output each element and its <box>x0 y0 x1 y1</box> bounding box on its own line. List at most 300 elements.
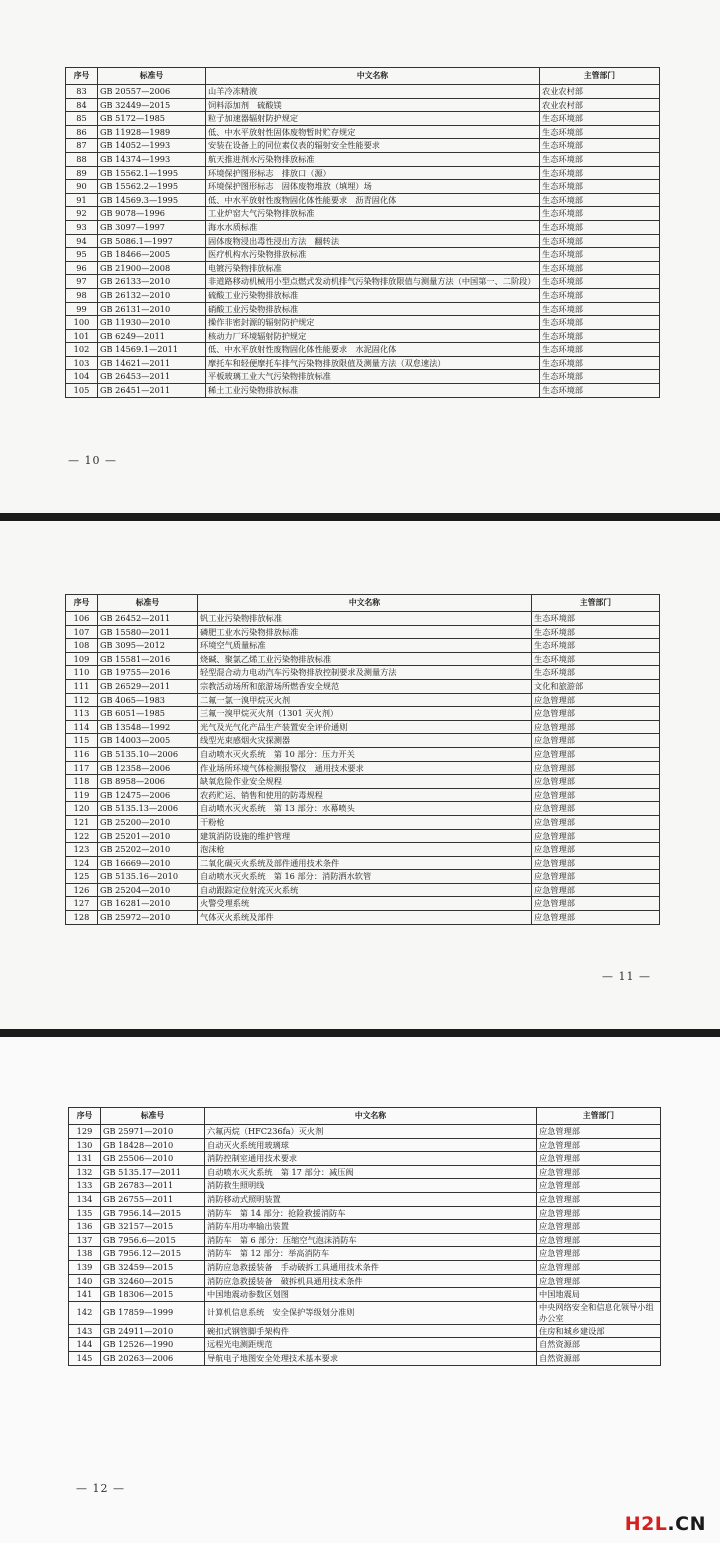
row-number: 143 <box>69 1324 101 1338</box>
chinese-name: 工业炉窑大气污染物排放标准 <box>206 207 540 221</box>
department: 应急管理部 <box>532 815 660 829</box>
chinese-name: 硫酸工业污染物排放标准 <box>206 288 540 302</box>
table-row <box>66 288 660 302</box>
chinese-name: 宗教活动场所和旅游场所燃香安全规范 <box>198 679 532 693</box>
standard-number: GB 18466—2005 <box>98 248 206 262</box>
row-number: 90 <box>66 180 98 194</box>
chinese-name: 碗扣式钢管脚手架构件 <box>205 1324 537 1338</box>
standard-number: GB 11928—1989 <box>98 125 206 139</box>
chinese-name: 农药贮运、销售和使用的防毒规程 <box>198 788 532 802</box>
row-number: 102 <box>66 343 98 357</box>
department: 应急管理部 <box>537 1165 661 1179</box>
row-number: 117 <box>66 761 98 775</box>
standard-number: GB 16281—2010 <box>98 897 198 911</box>
standard-number: GB 26451—2011 <box>98 384 206 398</box>
standards-table-page-12 <box>68 1107 661 1366</box>
standard-number: GB 5135.13—2006 <box>98 802 198 816</box>
row-number: 141 <box>69 1288 101 1302</box>
table-row <box>69 1206 661 1220</box>
table-row <box>66 370 660 384</box>
table-row <box>69 1220 661 1234</box>
table-row <box>66 747 660 761</box>
table-row <box>66 870 660 884</box>
standard-number: GB 26131—2010 <box>98 302 206 316</box>
standard-number: GB 26755—2011 <box>101 1192 205 1206</box>
department: 生态环境部 <box>540 288 660 302</box>
standard-number: GB 19755—2016 <box>98 666 198 680</box>
standard-number: GB 7956.6—2015 <box>101 1233 205 1247</box>
table-row <box>69 1288 661 1302</box>
department: 生态环境部 <box>532 612 660 626</box>
chinese-name: 消防车 第 12 部分：举高消防车 <box>205 1247 537 1261</box>
chinese-name: 核动力厂环境辐射防护规定 <box>206 329 540 343</box>
chinese-name: 消防控制室通用技术要求 <box>205 1152 537 1166</box>
table-row <box>66 302 660 316</box>
standard-number: GB 25202—2010 <box>98 843 198 857</box>
row-number: 142 <box>69 1301 101 1324</box>
header-name: 中文名称 <box>205 1108 537 1125</box>
standard-number: GB 26529—2011 <box>98 679 198 693</box>
chinese-name: 钒工业污染物排放标准 <box>198 612 532 626</box>
table-row <box>66 275 660 289</box>
standard-number: GB 15562.1—1995 <box>98 166 206 180</box>
standard-number: GB 25200—2010 <box>98 815 198 829</box>
department: 生态环境部 <box>540 125 660 139</box>
table-row <box>66 911 660 925</box>
table-row <box>69 1274 661 1288</box>
header-std: 标准号 <box>98 68 206 85</box>
department: 生态环境部 <box>540 139 660 153</box>
chinese-name: 磷肥工业水污染物排放标准 <box>198 625 532 639</box>
header-std: 标准号 <box>101 1108 205 1125</box>
chinese-name: 轻型混合动力电动汽车污染物排放控制要求及测量方法 <box>198 666 532 680</box>
row-number: 133 <box>69 1179 101 1193</box>
row-number: 93 <box>66 220 98 234</box>
standard-number: GB 26783—2011 <box>101 1179 205 1193</box>
chinese-name: 饲料添加剂 硫酸镁 <box>206 98 540 112</box>
row-number: 100 <box>66 316 98 330</box>
table-row <box>66 112 660 126</box>
chinese-name: 海水水质标准 <box>206 220 540 234</box>
department: 生态环境部 <box>532 625 660 639</box>
department: 应急管理部 <box>537 1233 661 1247</box>
row-number: 128 <box>66 911 98 925</box>
department: 生态环境部 <box>540 356 660 370</box>
row-number: 131 <box>69 1152 101 1166</box>
standard-number: GB 12358—2006 <box>98 761 198 775</box>
table-row <box>69 1338 661 1352</box>
standard-number: GB 18306—2015 <box>101 1288 205 1302</box>
standard-number: GB 15580—2011 <box>98 625 198 639</box>
row-number: 127 <box>66 897 98 911</box>
chinese-name: 航天推进剂水污染物排放标准 <box>206 152 540 166</box>
chinese-name: 泡沫枪 <box>198 843 532 857</box>
header-no: 序号 <box>69 1108 101 1125</box>
table-row <box>66 625 660 639</box>
row-number: 135 <box>69 1206 101 1220</box>
standard-number: GB 12526—1990 <box>101 1338 205 1352</box>
department: 中国地震局 <box>537 1288 661 1302</box>
standards-table-page-11 <box>65 594 660 925</box>
row-number: 118 <box>66 775 98 789</box>
chinese-name: 导航电子地图安全处理技术基本要求 <box>205 1351 537 1365</box>
row-number: 111 <box>66 679 98 693</box>
row-number: 85 <box>66 112 98 126</box>
row-number: 113 <box>66 707 98 721</box>
department: 应急管理部 <box>532 883 660 897</box>
row-number: 109 <box>66 652 98 666</box>
row-number: 116 <box>66 747 98 761</box>
table-row <box>66 815 660 829</box>
table-row <box>66 193 660 207</box>
table-row <box>66 85 660 99</box>
department: 应急管理部 <box>537 1179 661 1193</box>
chinese-name: 电镀污染物排放标准 <box>206 261 540 275</box>
department: 应急管理部 <box>532 707 660 721</box>
row-number: 130 <box>69 1138 101 1152</box>
table-row <box>66 248 660 262</box>
department: 生态环境部 <box>540 234 660 248</box>
department: 应急管理部 <box>532 747 660 761</box>
chinese-name: 干粉枪 <box>198 815 532 829</box>
header-std: 标准号 <box>98 595 198 612</box>
department: 生态环境部 <box>540 302 660 316</box>
department: 文化和旅游部 <box>532 679 660 693</box>
row-number: 110 <box>66 666 98 680</box>
row-number: 134 <box>69 1192 101 1206</box>
table-row <box>69 1233 661 1247</box>
chinese-name: 消防应急救援装备 破拆机具通用技术条件 <box>205 1274 537 1288</box>
standard-number: GB 6249—2011 <box>98 329 206 343</box>
header-dept: 主管部门 <box>540 68 660 85</box>
header-dept: 主管部门 <box>537 1108 661 1125</box>
chinese-name: 操作非密封源的辐射防护规定 <box>206 316 540 330</box>
department: 生态环境部 <box>540 275 660 289</box>
department: 生态环境部 <box>540 166 660 180</box>
standard-number: GB 17859—1999 <box>101 1301 205 1324</box>
standard-number: GB 15562.2—1995 <box>98 180 206 194</box>
standard-number: GB 25506—2010 <box>101 1152 205 1166</box>
department: 生态环境部 <box>540 329 660 343</box>
chinese-name: 非道路移动机械用小型点燃式发动机排气污染物排放限值与测量方法（中国第一、二阶段） <box>206 275 540 289</box>
row-number: 121 <box>66 815 98 829</box>
department: 应急管理部 <box>532 870 660 884</box>
row-number: 108 <box>66 639 98 653</box>
department: 应急管理部 <box>532 775 660 789</box>
chinese-name: 硝酸工业污染物排放标准 <box>206 302 540 316</box>
table-row <box>66 356 660 370</box>
chinese-name: 环境空气质量标准 <box>198 639 532 653</box>
chinese-name: 六氟丙烷（HFC236fa）灭火剂 <box>205 1125 537 1139</box>
row-number: 123 <box>66 843 98 857</box>
standard-number: GB 8958—2006 <box>98 775 198 789</box>
standard-number: GB 5172—1985 <box>98 112 206 126</box>
standard-number: GB 7956.12—2015 <box>101 1247 205 1261</box>
department: 生态环境部 <box>540 261 660 275</box>
row-number: 139 <box>69 1260 101 1274</box>
chinese-name: 气体灭火系统及部件 <box>198 911 532 925</box>
chinese-name: 中国地震动参数区划图 <box>205 1288 537 1302</box>
chinese-name: 作业场所环境气体检测报警仪 通用技术要求 <box>198 761 532 775</box>
table-header-row <box>66 68 660 85</box>
standard-number: GB 14003—2005 <box>98 734 198 748</box>
table-row <box>69 1125 661 1139</box>
table-row <box>66 679 660 693</box>
department: 应急管理部 <box>532 911 660 925</box>
table-row <box>66 329 660 343</box>
table-row <box>66 139 660 153</box>
table-header-row <box>69 1108 661 1125</box>
row-number: 103 <box>66 356 98 370</box>
department: 自然资源部 <box>537 1338 661 1352</box>
chinese-name: 消防车 第 6 部分：压缩空气泡沫消防车 <box>205 1233 537 1247</box>
department: 农业农村部 <box>540 85 660 99</box>
department: 应急管理部 <box>537 1220 661 1234</box>
department: 应急管理部 <box>532 693 660 707</box>
chinese-name: 环境保护图形标志 固体废物堆放（填埋）场 <box>206 180 540 194</box>
department: 生态环境部 <box>540 193 660 207</box>
row-number: 97 <box>66 275 98 289</box>
standard-number: GB 25971—2010 <box>101 1125 205 1139</box>
table-row <box>69 1165 661 1179</box>
standard-number: GB 5135.16—2010 <box>98 870 198 884</box>
table-row <box>66 693 660 707</box>
standard-number: GB 5086.1—1997 <box>98 234 206 248</box>
row-number: 92 <box>66 207 98 221</box>
department: 应急管理部 <box>532 829 660 843</box>
table-row <box>66 125 660 139</box>
chinese-name: 自动喷水灭火系统 第 17 部分：减压阀 <box>205 1165 537 1179</box>
standard-number: GB 6051—1985 <box>98 707 198 721</box>
department: 应急管理部 <box>537 1192 661 1206</box>
page-number: — 10 — <box>68 454 117 467</box>
department: 应急管理部 <box>537 1206 661 1220</box>
standard-number: GB 32460—2015 <box>101 1274 205 1288</box>
row-number: 98 <box>66 288 98 302</box>
table-row <box>66 666 660 680</box>
standard-number: GB 24911—2010 <box>101 1324 205 1338</box>
standard-number: GB 5135.17—2011 <box>101 1165 205 1179</box>
chinese-name: 摩托车和轻便摩托车排气污染物排放限值及测量方法（双怠速法） <box>206 356 540 370</box>
department: 住房和城乡建设部 <box>537 1324 661 1338</box>
row-number: 105 <box>66 384 98 398</box>
standard-number: GB 26132—2010 <box>98 288 206 302</box>
standard-number: GB 7956.14—2015 <box>101 1206 205 1220</box>
standard-number: GB 14621—2011 <box>98 356 206 370</box>
table-row <box>69 1351 661 1365</box>
standard-number: GB 16669—2010 <box>98 856 198 870</box>
row-number: 129 <box>69 1125 101 1139</box>
chinese-name: 二氟一氯一溴甲烷灭火剂 <box>198 693 532 707</box>
chinese-name: 山羊冷冻精液 <box>206 85 540 99</box>
chinese-name: 自动喷水灭火系统 第 13 部分：水幕喷头 <box>198 802 532 816</box>
chinese-name: 平板玻璃工业大气污染物排放标准 <box>206 370 540 384</box>
row-number: 87 <box>66 139 98 153</box>
standard-number: GB 4065—1983 <box>98 693 198 707</box>
row-number: 89 <box>66 166 98 180</box>
department: 应急管理部 <box>532 802 660 816</box>
table-row <box>66 98 660 112</box>
department: 生态环境部 <box>540 248 660 262</box>
chinese-name: 低、中水平放射性固体废物暂时贮存规定 <box>206 125 540 139</box>
chinese-name: 火警受理系统 <box>198 897 532 911</box>
table-row <box>66 761 660 775</box>
department: 生态环境部 <box>540 343 660 357</box>
standard-number: GB 32449—2015 <box>98 98 206 112</box>
table-row <box>66 734 660 748</box>
department: 生态环境部 <box>540 152 660 166</box>
header-name: 中文名称 <box>206 68 540 85</box>
chinese-name: 低、中水平放射性废物固化体性能要求 沥青固化体 <box>206 193 540 207</box>
department: 生态环境部 <box>540 370 660 384</box>
table-row <box>66 707 660 721</box>
chinese-name: 医疗机构水污染物排放标准 <box>206 248 540 262</box>
row-number: 126 <box>66 883 98 897</box>
department: 生态环境部 <box>540 180 660 194</box>
table-row <box>66 720 660 734</box>
chinese-name: 缺氧危险作业安全规程 <box>198 775 532 789</box>
standard-number: GB 26453—2011 <box>98 370 206 384</box>
department: 应急管理部 <box>532 734 660 748</box>
row-number: 140 <box>69 1274 101 1288</box>
standard-number: GB 32459—2015 <box>101 1260 205 1274</box>
chinese-name: 远程光电测距规范 <box>205 1338 537 1352</box>
department: 应急管理部 <box>537 1152 661 1166</box>
standard-number: GB 15581—2016 <box>98 652 198 666</box>
row-number: 119 <box>66 788 98 802</box>
table-row <box>66 775 660 789</box>
standard-number: GB 13548—1992 <box>98 720 198 734</box>
standard-number: GB 25972—2010 <box>98 911 198 925</box>
page-separator <box>0 1029 720 1037</box>
department: 应急管理部 <box>537 1274 661 1288</box>
row-number: 84 <box>66 98 98 112</box>
standard-number: GB 14374—1993 <box>98 152 206 166</box>
standard-number: GB 25201—2010 <box>98 829 198 843</box>
table-row <box>69 1138 661 1152</box>
standard-number: GB 26133—2010 <box>98 275 206 289</box>
chinese-name: 计算机信息系统 安全保护等级划分准则 <box>205 1301 537 1324</box>
standard-number: GB 3095—2012 <box>98 639 198 653</box>
table-row <box>66 180 660 194</box>
department: 应急管理部 <box>537 1247 661 1261</box>
row-number: 83 <box>66 85 98 99</box>
table-row <box>69 1179 661 1193</box>
department: 生态环境部 <box>540 220 660 234</box>
row-number: 104 <box>66 370 98 384</box>
row-number: 115 <box>66 734 98 748</box>
table-row <box>66 261 660 275</box>
table-row <box>66 843 660 857</box>
table-row <box>66 652 660 666</box>
row-number: 132 <box>69 1165 101 1179</box>
standard-number: GB 20263—2006 <box>101 1351 205 1365</box>
header-name: 中文名称 <box>198 595 532 612</box>
table-row <box>66 343 660 357</box>
row-number: 136 <box>69 1220 101 1234</box>
table-row <box>66 207 660 221</box>
table-row <box>69 1247 661 1261</box>
table-row <box>66 897 660 911</box>
site-logo <box>625 1513 706 1535</box>
standard-number: GB 3097—1997 <box>98 220 206 234</box>
department: 生态环境部 <box>532 639 660 653</box>
row-number: 114 <box>66 720 98 734</box>
chinese-name: 消防移动式照明装置 <box>205 1192 537 1206</box>
row-number: 122 <box>66 829 98 843</box>
department: 应急管理部 <box>537 1138 661 1152</box>
row-number: 101 <box>66 329 98 343</box>
header-no: 序号 <box>66 68 98 85</box>
row-number: 145 <box>69 1351 101 1365</box>
department: 农业农村部 <box>540 98 660 112</box>
chinese-name: 烧碱、聚氯乙烯工业污染物排放标准 <box>198 652 532 666</box>
chinese-name: 低、中水平放射性废物固化体性能要求 水泥固化体 <box>206 343 540 357</box>
table-row <box>66 234 660 248</box>
standard-number: GB 21900—2008 <box>98 261 206 275</box>
department: 应急管理部 <box>532 856 660 870</box>
standard-number: GB 26452—2011 <box>98 612 198 626</box>
row-number: 137 <box>69 1233 101 1247</box>
standard-number: GB 14052—1993 <box>98 139 206 153</box>
department: 生态环境部 <box>540 207 660 221</box>
chinese-name: 光气及光气化产品生产装置安全评价通则 <box>198 720 532 734</box>
table-row <box>66 829 660 843</box>
header-no: 序号 <box>66 595 98 612</box>
chinese-name: 消防救生照明线 <box>205 1179 537 1193</box>
row-number: 125 <box>66 870 98 884</box>
chinese-name: 建筑消防设施的维护管理 <box>198 829 532 843</box>
row-number: 86 <box>66 125 98 139</box>
table-row <box>66 856 660 870</box>
row-number: 91 <box>66 193 98 207</box>
chinese-name: 稀土工业污染物排放标准 <box>206 384 540 398</box>
standard-number: GB 5135.10—2006 <box>98 747 198 761</box>
chinese-name: 安装在设备上的同位素仪表的辐射安全性能要求 <box>206 139 540 153</box>
logo-text-red: H2L <box>624 1513 668 1535</box>
page-number: — 11 — <box>602 970 651 983</box>
chinese-name: 粒子加速器辐射防护规定 <box>206 112 540 126</box>
standard-number: GB 14569.1—2011 <box>98 343 206 357</box>
chinese-name: 消防应急救援装备 手动破拆工具通用技术条件 <box>205 1260 537 1274</box>
table-row <box>69 1324 661 1338</box>
chinese-name: 环境保护图形标志 排放口（源） <box>206 166 540 180</box>
table-row <box>69 1260 661 1274</box>
standards-table-page-10 <box>65 67 660 398</box>
department: 生态环境部 <box>532 652 660 666</box>
row-number: 99 <box>66 302 98 316</box>
department: 生态环境部 <box>540 384 660 398</box>
department: 中央网络安全和信息化领导小组办公室 <box>537 1301 661 1324</box>
page-separator <box>0 513 720 521</box>
standard-number: GB 20557—2006 <box>98 85 206 99</box>
table-row <box>66 883 660 897</box>
chinese-name: 二氧化碳灭火系统及部件通用技术条件 <box>198 856 532 870</box>
row-number: 124 <box>66 856 98 870</box>
table-header-row <box>66 595 660 612</box>
row-number: 88 <box>66 152 98 166</box>
standard-number: GB 32157—2015 <box>101 1220 205 1234</box>
logo-text-dark: .CN <box>667 1513 706 1535</box>
department: 应急管理部 <box>537 1260 661 1274</box>
department: 应急管理部 <box>532 761 660 775</box>
chinese-name: 固体废物浸出毒性浸出方法 翻转法 <box>206 234 540 248</box>
row-number: 96 <box>66 261 98 275</box>
table-row <box>66 152 660 166</box>
table-row <box>66 802 660 816</box>
row-number: 112 <box>66 693 98 707</box>
chinese-name: 线型光束感烟火灾探测器 <box>198 734 532 748</box>
